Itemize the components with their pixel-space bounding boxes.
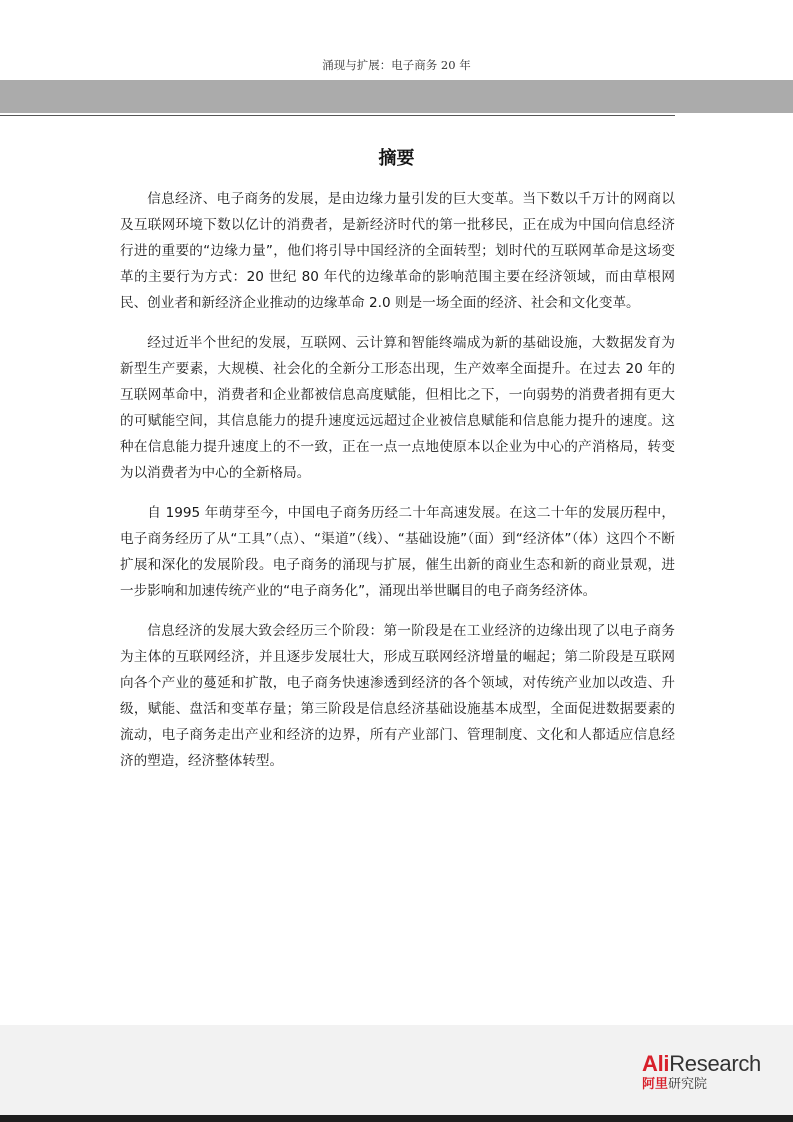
logo-cn-red-text: 阿里: [642, 1077, 669, 1092]
logo-research-text: Research: [669, 1051, 761, 1076]
abstract-body: [120, 186, 675, 788]
paragraph-1: 信息经济、电子商务的发展，是由边缘力量引发的巨大变革。当下数以千万计的网商以及互联网环境下数以亿计的消费者，是新经济时代的第一批移民，正在成为中国向信息经济行进的重要的“边缘力量”，他们将引导中国经济的全面转型；划时代的互联网革命是这场变革的主要行为方式：20 世纪 80 年代的边缘革命的影响范围主要在经济领域，而由草根网民、创业者和新经济企业推动的边缘革命 2.0 则是一场全面的经济、社会和文化变革。: [120, 191, 675, 311]
aliresearch-logo: [642, 1052, 782, 1094]
logo-chinese-name: [642, 1076, 782, 1094]
paragraph-4: 信息经济的发展大致会经历三个阶段：第一阶段是在工业经济的边缘出现了以电子商务为主体的互联网经济，并且逐步发展壮大，形成互联网经济增量的崛起；第二阶段是互联网向各个产业的蔓延和扩散，电子商务快速渗透到经济的各个领域，对传统产业加以改造、升级，赋能、盘活和变革存量；第三阶段是信息经济基础设施基本成型，全面促进数据要素的流动，电子商务走出产业和经济的边界，所有产业部门、管理制度、文化和人都适应信息经济的塑造，经济整体转型。: [120, 623, 675, 769]
page-title: 摘要: [378, 148, 415, 169]
header-bar: [0, 80, 793, 113]
logo-ali-text: Ali: [642, 1051, 670, 1076]
footer-strip: [0, 1115, 793, 1122]
paragraph-2: 经过近半个世纪的发展，互联网、云计算和智能终端成为新的基础设施，大数据发育为新型生产要素，大规模、社会化的全新分工形态出现，生产效率全面提升。在过去 20 年的互联网革命中，消费者和企业都被信息高度赋能，但相比之下，一向弱势的消费者拥有更大的可赋能空间，其信息能力的提升速度远远超过企业被信息赋能和信息能力提升的速度。这种在信息能力提升速度上的不一致，正在一点一点地使原本以企业为中心的产消格局，转变为以消费者为中心的全新格局。: [120, 335, 675, 481]
logo-cn-grey-text: 研究院: [668, 1077, 708, 1092]
logo-wordmark: [642, 1052, 782, 1076]
header-divider: [0, 115, 675, 116]
running-header: 涌现与扩展：电子商务 20 年: [322, 58, 471, 72]
paragraph-3: 自 1995 年萌芽至今，中国电子商务历经二十年高速发展。在这二十年的发展历程中，电子商务经历了从“工具”（点）、“渠道”（线）、“基础设施”（面）到“经济体”（体）这四个不断扩展和深化的发展阶段。电子商务的涌现与扩展，催生出新的商业生态和新的商业景观，进一步影响和加速传统产业的“电子商务化”，涌现出举世瞩目的电子商务经济体。: [120, 505, 675, 599]
